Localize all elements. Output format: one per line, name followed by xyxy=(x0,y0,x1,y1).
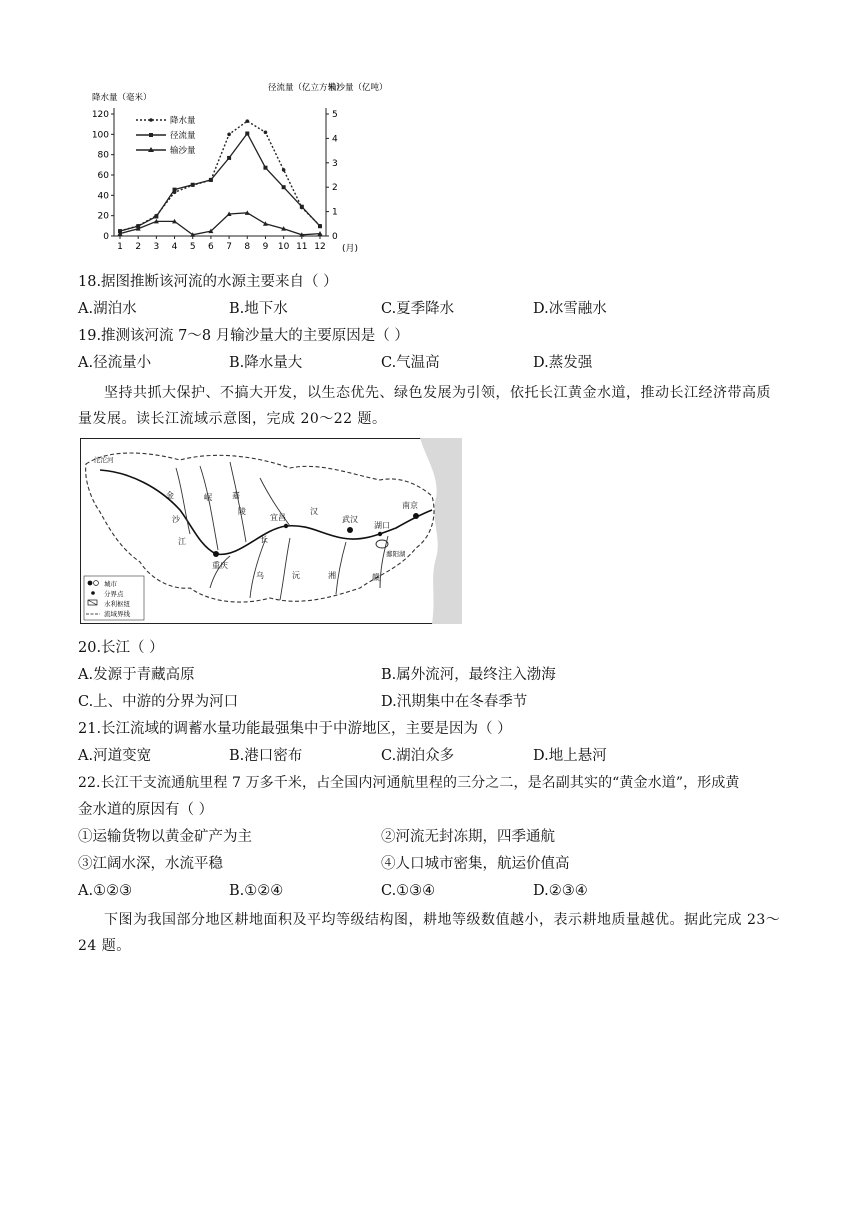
boundary-point-yichang xyxy=(284,524,288,528)
q19-stem: 19.推测该河流 7～8 月输沙量大的主要原因是（ ） xyxy=(78,328,409,344)
right-tick-label: 3 xyxy=(332,158,338,169)
right-tick-label: 5 xyxy=(332,110,338,120)
precipitation-point xyxy=(282,168,286,172)
label-yuan: 沅 xyxy=(292,571,300,580)
q22-option-a[interactable]: A.①②③ xyxy=(78,883,133,899)
q22-option-c[interactable]: C.①③④ xyxy=(381,883,436,899)
chart-legend xyxy=(136,115,196,156)
right-tick-label: 4 xyxy=(332,134,338,145)
q22-option-d[interactable]: D.②③④ xyxy=(533,883,588,899)
boundary-point-hukou xyxy=(378,532,382,536)
yangtze-basin-map xyxy=(80,438,462,624)
x-tick-label: 5 xyxy=(189,242,196,252)
q19-option-a[interactable]: A.径流量小 xyxy=(78,355,152,371)
q22-stem-line1: 22.长江干支流通航里程 7 万多千米，占全国内河通航里程的三分之二，是名副其实的“黄金水道”，形成黄 xyxy=(78,775,740,791)
legend-sediment: 输沙量 xyxy=(170,146,196,156)
runoff-point xyxy=(245,132,249,136)
q20-option-d[interactable]: D.汛期集中在冬春季节 xyxy=(381,694,528,710)
sediment-point xyxy=(263,221,268,226)
label-tuotuo: 沱沱河 xyxy=(94,456,114,464)
passage-yangtze-intro: 坚持共抓大保护、不搞大开发，以生态优先、绿色发展为引领，依托长江黄金水道，推动长江经济带高质量发展。读长江流域示意图，完成 20～22 题。 xyxy=(78,385,771,427)
runoff-point xyxy=(191,183,195,187)
legend-city: 城市 xyxy=(104,580,117,588)
left-axis-label: 降水量（毫米） xyxy=(92,93,152,103)
label-han: 汉 xyxy=(310,507,318,516)
legend-basin-line: 流域界线 xyxy=(104,610,130,618)
q18-option-a[interactable]: A.湖泊水 xyxy=(78,301,137,317)
x-tick-label: 3 xyxy=(153,242,160,252)
label-min: 岷 xyxy=(204,493,212,502)
q22-statement-4: ④人口城市密集，航运价值高 xyxy=(381,856,570,872)
q19-option-d[interactable]: D.蒸发强 xyxy=(533,355,593,371)
x-axis-unit: (月) xyxy=(342,244,359,254)
label-nanjing: 南京 xyxy=(402,501,418,510)
x-tick-label: 8 xyxy=(244,242,251,252)
q22-stem-line2: 金水道的原因有（ ） xyxy=(78,802,214,818)
series-line-precipitation xyxy=(120,121,320,231)
q18-stem: 18.据图推断该河流的水源主要来自（ ） xyxy=(78,274,338,290)
q22-option-b[interactable]: B.①②④ xyxy=(229,883,284,899)
label-wuhan: 武汉 xyxy=(342,515,358,524)
x-tick-label: 10 xyxy=(277,242,290,252)
q22-statement-2: ②河流无封冻期，四季通航 xyxy=(381,829,555,845)
x-tick-label: 6 xyxy=(208,242,214,252)
left-tick-label: 0 xyxy=(103,232,109,242)
q18-option-c[interactable]: C.夏季降水 xyxy=(381,301,455,317)
city-wuhan-marker xyxy=(347,527,353,533)
left-tick-label: 80 xyxy=(97,150,109,161)
runoff-point xyxy=(154,214,158,218)
label-jia: 嘉 xyxy=(232,491,240,500)
q21-option-a[interactable]: A.河道变宽 xyxy=(78,748,152,764)
q21-option-b[interactable]: B.港口密布 xyxy=(229,748,303,764)
q21-stem: 21.长江流域的调蓄水量功能最强集中于中游地区，主要是因为（ ） xyxy=(78,721,512,737)
label-chongqing: 重庆 xyxy=(212,561,228,570)
q20-option-b[interactable]: B.属外流河，最终注入渤海 xyxy=(381,667,556,683)
runoff-point xyxy=(173,188,177,192)
q22-statement-1: ①运输货物以黄金矿产为主 xyxy=(78,829,252,845)
x-tick-label: 11 xyxy=(296,242,308,252)
precipitation-point xyxy=(245,119,249,123)
map-legend xyxy=(84,576,144,620)
passage-farmland-intro: 下图为我国部分地区耕地面积及平均等级结构图，耕地等级数值越小，表示耕地质量越优。据此完成 23～24 题。 xyxy=(78,912,781,954)
legend-runoff: 径流量 xyxy=(170,131,196,141)
runoff-point xyxy=(300,205,304,209)
left-tick-label: 100 xyxy=(91,130,109,141)
left-tick-label: 120 xyxy=(91,110,109,120)
q18-option-d[interactable]: D.冰雪融水 xyxy=(533,301,607,317)
q21-option-c[interactable]: C.湖泊众多 xyxy=(381,748,455,764)
legend-boundary-point: 分界点 xyxy=(104,590,124,598)
runoff-point xyxy=(318,224,322,228)
x-tick-label: 4 xyxy=(171,242,178,252)
label-wu: 乌 xyxy=(256,571,264,580)
q20-option-a[interactable]: A.发源于青藏高原 xyxy=(78,667,195,683)
right-axis-label-runoff: 径流量（亿立方米） xyxy=(268,83,345,93)
q20-option-c[interactable]: C.上、中游的分界为河口 xyxy=(78,694,239,710)
q18-option-b[interactable]: B.地下水 xyxy=(229,301,288,317)
chart-axes xyxy=(92,108,338,252)
runoff-point xyxy=(263,166,267,170)
precipitation-point xyxy=(227,133,231,137)
x-tick-label: 2 xyxy=(135,242,142,252)
precipitation-runoff-sediment-chart xyxy=(80,80,388,258)
label-poyang: 鄱阳湖 xyxy=(386,550,406,558)
legend-hydro-hub: 水利枢纽 xyxy=(104,600,130,608)
city-nanjing-marker xyxy=(413,513,419,519)
x-tick-label: 1 xyxy=(117,242,123,252)
label-jiang-1: 江 xyxy=(178,537,186,546)
x-tick-label: 12 xyxy=(314,242,326,252)
x-tick-label: 7 xyxy=(226,242,232,252)
precipitation-point xyxy=(264,131,268,135)
right-tick-label: 1 xyxy=(332,207,338,218)
right-axis-label-sediment: 输沙量（亿吨） xyxy=(328,83,388,93)
runoff-point xyxy=(282,185,286,189)
label-gan: 赣 xyxy=(372,573,380,582)
left-tick-label: 20 xyxy=(97,211,109,222)
q19-option-c[interactable]: C.气温高 xyxy=(381,355,440,371)
label-sha: 沙 xyxy=(172,515,180,524)
q19-option-b[interactable]: B.降水量大 xyxy=(229,355,303,371)
label-hukou: 湖口 xyxy=(374,521,390,530)
label-yichang: 宜昌 xyxy=(270,513,286,522)
label-ling: 陵 xyxy=(238,507,246,516)
x-tick-label: 9 xyxy=(262,242,269,252)
city-chongqing-marker xyxy=(213,551,219,557)
label-xiang: 湘 xyxy=(328,571,336,580)
right-tick-label: 0 xyxy=(332,232,338,242)
label-jin: 金 xyxy=(166,491,174,500)
left-tick-label: 60 xyxy=(97,171,109,181)
right-tick-label: 2 xyxy=(332,183,338,194)
q21-option-d[interactable]: D.地上悬河 xyxy=(533,748,607,764)
series-line-sediment xyxy=(120,213,320,235)
chart-series xyxy=(118,119,323,236)
q22-statement-3: ③江阔水深，水流平稳 xyxy=(78,856,223,872)
runoff-point xyxy=(209,178,213,182)
legend-precipitation: 降水量 xyxy=(170,116,196,126)
runoff-point xyxy=(227,156,231,160)
label-chang: 长 xyxy=(260,535,268,544)
q20-stem: 20.长江（ ） xyxy=(78,640,164,656)
left-tick-label: 40 xyxy=(97,191,109,202)
